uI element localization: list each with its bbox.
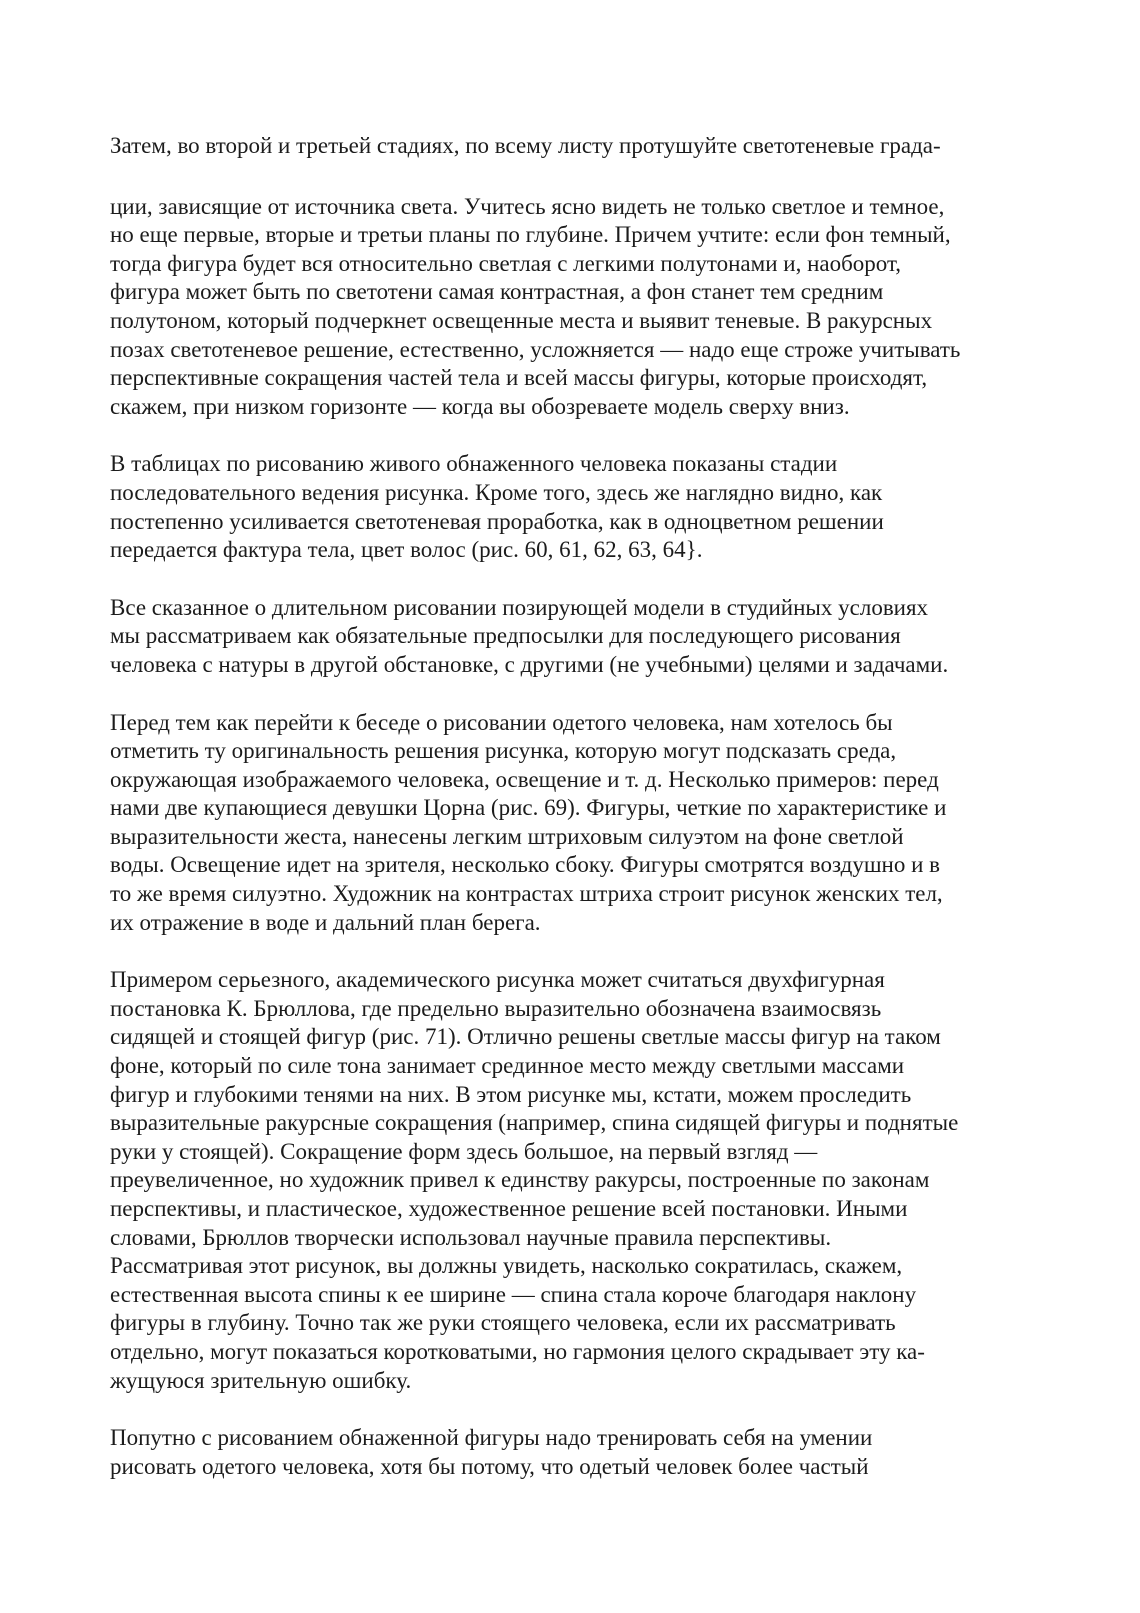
paragraph-1 <box>110 132 1050 161</box>
text-line: фоне, который по силе тона занимает срединное место между светлыми массами <box>110 1053 905 1079</box>
paragraph-7 <box>110 1424 1050 1481</box>
text-line: ции, зависящие от источника света. Учитесь ясно видеть не только светлое и темное, <box>110 193 945 219</box>
text-line: их отражение в воде и дальний план берега. <box>110 909 541 935</box>
text-line: В таблицах по рисованию живого обнаженного человека показаны стадии <box>110 451 838 477</box>
paragraph-spacer <box>110 565 1050 594</box>
text-line: Примером серьезного, академического рисунка может считаться двухфигурная <box>110 967 885 993</box>
paragraph-5 <box>110 709 1050 938</box>
text-line: словами, Брюллов творчески использовал научные правила перспективы. <box>110 1224 832 1250</box>
text-line: передается фактура тела, цвет волос (рис. 60, 61, 62, 63, 64}. <box>110 537 703 563</box>
text-line: выразительные ракурсные сокращения (например, спина сидящей фигуры и поднятые <box>110 1110 959 1136</box>
paragraph-spacer <box>110 421 1050 450</box>
paragraph-spacer <box>110 161 1050 193</box>
text-line: скажем, при низком горизонте — когда вы обозреваете модель сверху вниз. <box>110 393 850 419</box>
text-line: воды. Освещение идет на зрителя, несколько сбоку. Фигуры смотрятся воздушно и в <box>110 852 941 878</box>
paragraph-3 <box>110 450 1050 564</box>
paragraph-6 <box>110 966 1050 1395</box>
text-line: последовательного ведения рисунка. Кроме того, здесь же наглядно видно, как <box>110 479 883 505</box>
paragraph-spacer <box>110 680 1050 709</box>
text-line: Попутно с рисованием обнаженной фигуры надо тренировать себя на умении <box>110 1425 873 1451</box>
text-line: выразительности жеста, нанесены легким штриховым силуэтом на фоне светлой <box>110 823 904 849</box>
text-line: постепенно усиливается светотеневая проработка, как в одноцветном решении <box>110 508 884 534</box>
text-line: полутоном, который подчеркнет освещенные места и выявит теневые. В ракурсных <box>110 307 933 333</box>
text-line: перспективные сокращения частей тела и всей массы фигуры, которые происходят, <box>110 365 928 391</box>
text-line: естественная высота спины к ее ширине — спина стала короче благодаря наклону <box>110 1281 917 1307</box>
paragraph-spacer <box>110 1395 1050 1424</box>
text-line: фигур и глубокими тенями на них. В этом рисунке мы, кстати, можем проследить <box>110 1081 912 1107</box>
text-line: жущуюся зрительную ошибку. <box>110 1367 412 1393</box>
paragraph-2 <box>110 193 1050 422</box>
text-line: мы рассматриваем как обязательные предпосылки для последующего рисования <box>110 623 901 649</box>
text-line: рисовать одетого человека, хотя бы потому, что одетый человек более частый <box>110 1453 869 1479</box>
text-line: Затем, во второй и третьей стадиях, по всему листу протушуйте светотеневые града- <box>110 133 941 158</box>
text-line: тогда фигура будет вся относительно светлая с легкими полутонами и, наоборот, <box>110 250 902 276</box>
text-line: нами две купающиеся девушки Цорна (рис. 69). Фигуры, четкие по характеристике и <box>110 795 947 821</box>
text-line: Все сказанное о длительном рисовании позирующей модели в студийных условиях <box>110 594 929 620</box>
text-line: перспективы, и пластическое, художественное решение всей постановки. Иными <box>110 1196 908 1221</box>
text-line: но еще первые, вторые и третьи планы по глубине. Причем учтите: если фон темный, <box>110 222 951 248</box>
text-line: сидящей и стоящей фигур (рис. 71). Отлично решены светлые массы фигур на таком <box>110 1024 941 1050</box>
text-line: Рассматривая этот рисунок, вы должны увидеть, насколько сократилась, скажем, <box>110 1253 903 1279</box>
paragraph-spacer <box>110 937 1050 966</box>
text-line: руки у стоящей). Сокращение форм здесь большое, на первый взгляд — <box>110 1138 818 1164</box>
paragraph-4 <box>110 594 1050 680</box>
text-line: постановка К. Брюллова, где предельно выразительно обозначена взаимосвязь <box>110 995 882 1021</box>
text-line: окружающая изображаемого человека, освещение и т. д. Несколько примеров: перед <box>110 766 939 792</box>
text-line: преувеличенное, но художник привел к единству ракурсы, построенные по законам <box>110 1167 930 1193</box>
text-line: то же время силуэтно. Художник на контрастах штриха строит рисунок женских тел, <box>110 881 943 907</box>
text-line: отметить ту оригинальность решения рисунка, которую могут подсказать среда, <box>110 738 897 764</box>
document-page <box>110 132 1050 1481</box>
text-line: позах светотеневое решение, естественно, усложняется — надо еще строже учитывать <box>110 336 961 362</box>
text-line: фигуры в глубину. Точно так же руки стоящего человека, если их рассматривать <box>110 1310 896 1336</box>
text-line: фигура может быть по светотени самая контрастная, а фон станет тем средним <box>110 279 884 305</box>
text-line: Перед тем как перейти к беседе о рисовании одетого человека, нам хотелось бы <box>110 709 893 735</box>
text-line: отдельно, могут показаться коротковатыми, но гармония целого скрадывает эту ка- <box>110 1338 925 1364</box>
text-line: человека с натуры в другой обстановке, с другими (не учебными) целями и задачами. <box>110 651 949 677</box>
